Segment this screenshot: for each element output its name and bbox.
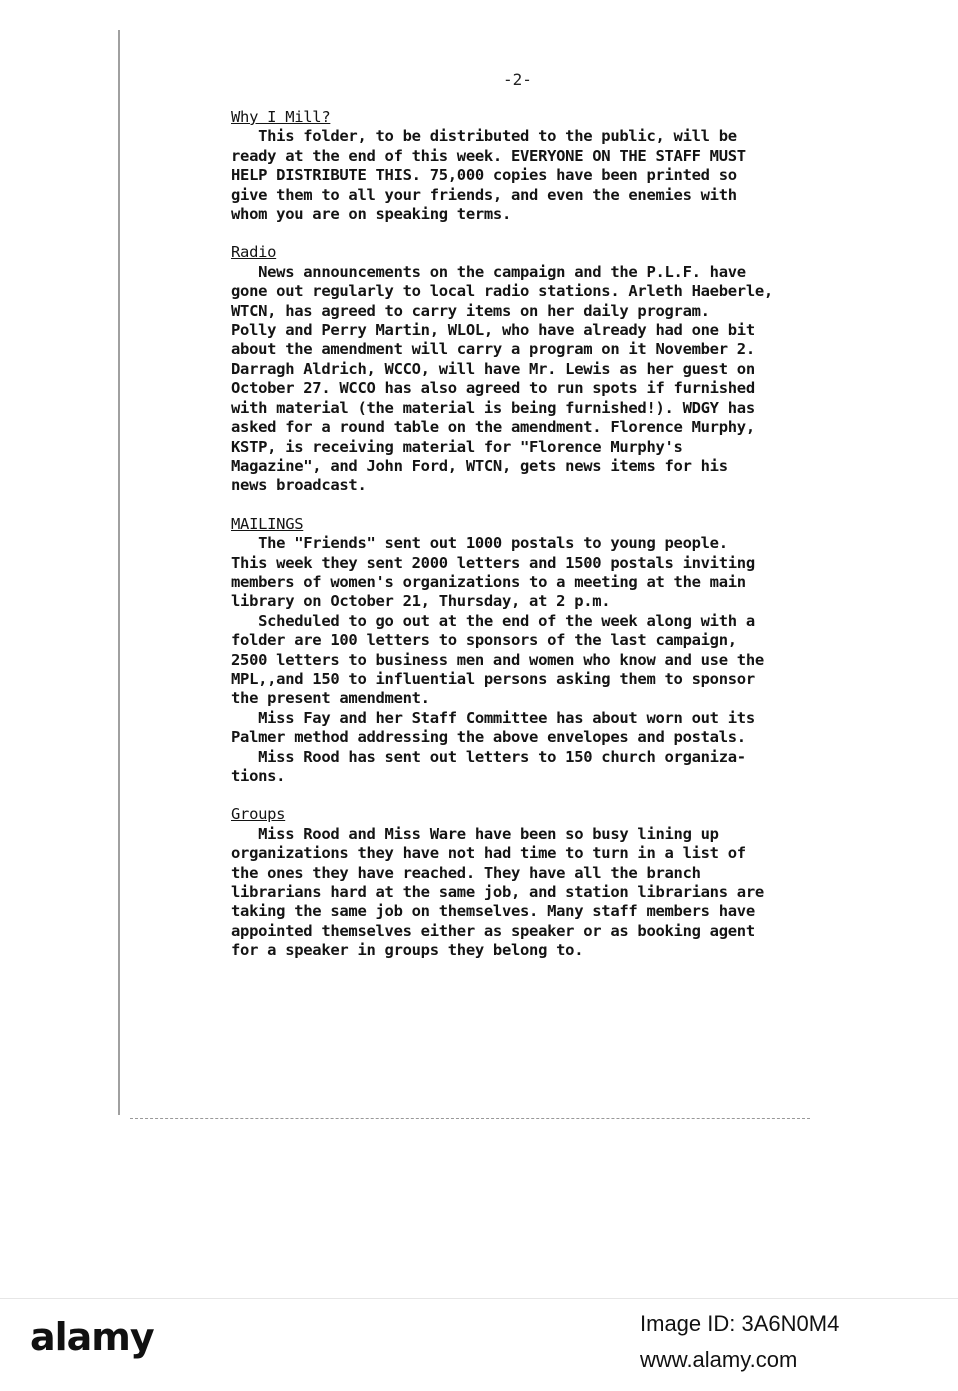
text-line: tions. [231,767,286,785]
text-line: the present amendment. [231,689,430,708]
text-line: This folder, to be distributed to the public, will be [231,127,737,146]
bottom-margin-line [130,1118,810,1120]
text-line: asked for a round table on the amendment. Florence Murphy, [231,418,755,437]
text-line: The "Friends" sent out 1000 postals to young people. [231,534,728,553]
left-margin-line [118,30,120,1115]
text-line: Darragh Aldrich, WCCO, will have Mr. Lewis as her guest on [231,359,755,378]
text-line: for a speaker in groups they belong to. [231,941,584,960]
text-line: folder are 100 letters to sponsors of the last campaign, [231,631,737,650]
brand-logo: alamy [30,1315,154,1359]
text-line: Miss Rood has sent out letters to 150 church organiza- [231,747,746,766]
text-line: librarians hard at the same job, and station librarians are [231,883,764,902]
text-line: give them to all your friends, and even the enemies with [231,185,737,204]
text-line: news broadcast. [231,476,367,495]
section-heading: Why I Mill? [231,108,331,126]
text-line: members of women's organizations to a meeting at the main [231,572,746,591]
text-line: library on October 21, Thursday, at 2 p.m. [231,592,611,611]
section-radio [231,243,931,495]
text-line: whom you are on speaking terms. [231,205,511,224]
text-line: appointed themselves either as speaker or as booking agent [231,921,755,940]
text-line: MPL,,and 150 to influential persons asking them to sponsor [231,669,755,688]
text-line: taking the same job on themselves. Many staff members have [231,902,755,921]
text-line: WTCN, has agreed to carry items on her daily program. [231,301,710,320]
text-line: about the amendment will carry a program on it November 2. [231,340,755,359]
text-line: organizations they have not had time to turn in a list of [231,844,746,863]
text-line: October 27. WCCO has also agreed to run spots if furnished [231,379,755,398]
text-line: This week they sent 2000 letters and 1500 postals inviting [231,553,755,572]
text-line: with material (the material is being furnished!). WDGY has [231,398,755,417]
section-heading: MAILINGS [231,514,304,533]
text-line: Polly and Perry Martin, WLOL, who have already had one bit [231,321,755,340]
text-line: KSTP, is receiving material for "Florence Murphy's [231,437,683,456]
text-line: Miss Fay and her Staff Committee has about worn out its [231,708,755,727]
section-heading: Radio [231,243,277,262]
text-line: News announcements on the campaign and the P.L.F. have [231,262,746,281]
section-groups [231,805,931,960]
section-heading: Groups [231,805,286,824]
text-line: 2500 letters to business men and women who know and use the [231,650,764,669]
text-line: Palmer method addressing the above envelopes and postals. [231,728,746,747]
image-id: Image ID: 3A6N0M4 [640,1311,840,1336]
section-why-i-mill [231,108,931,224]
site-url: www.alamy.com [640,1347,798,1372]
section-mailings [231,515,931,787]
text-line: gone out regularly to local radio stations. Arleth Haeberle, [231,282,773,301]
text-line: Magazine", and John Ford, WTCN, gets news items for his [231,456,728,475]
text-line: ready at the end of this week. EVERYONE ON THE STAFF MUST [231,146,746,165]
text-line: the ones they have reached. They have all the branch [231,863,701,882]
page-number: -2- [503,70,532,89]
text-line: Miss Rood and Miss Ware have been so busy lining up [231,824,719,843]
text-line: HELP DISTRIBUTE THIS. 75,000 copies have been printed so [231,166,737,185]
document-body [231,108,931,980]
text-line: Scheduled to go out at the end of the week along with a [231,611,755,630]
stock-footer [0,1298,958,1391]
